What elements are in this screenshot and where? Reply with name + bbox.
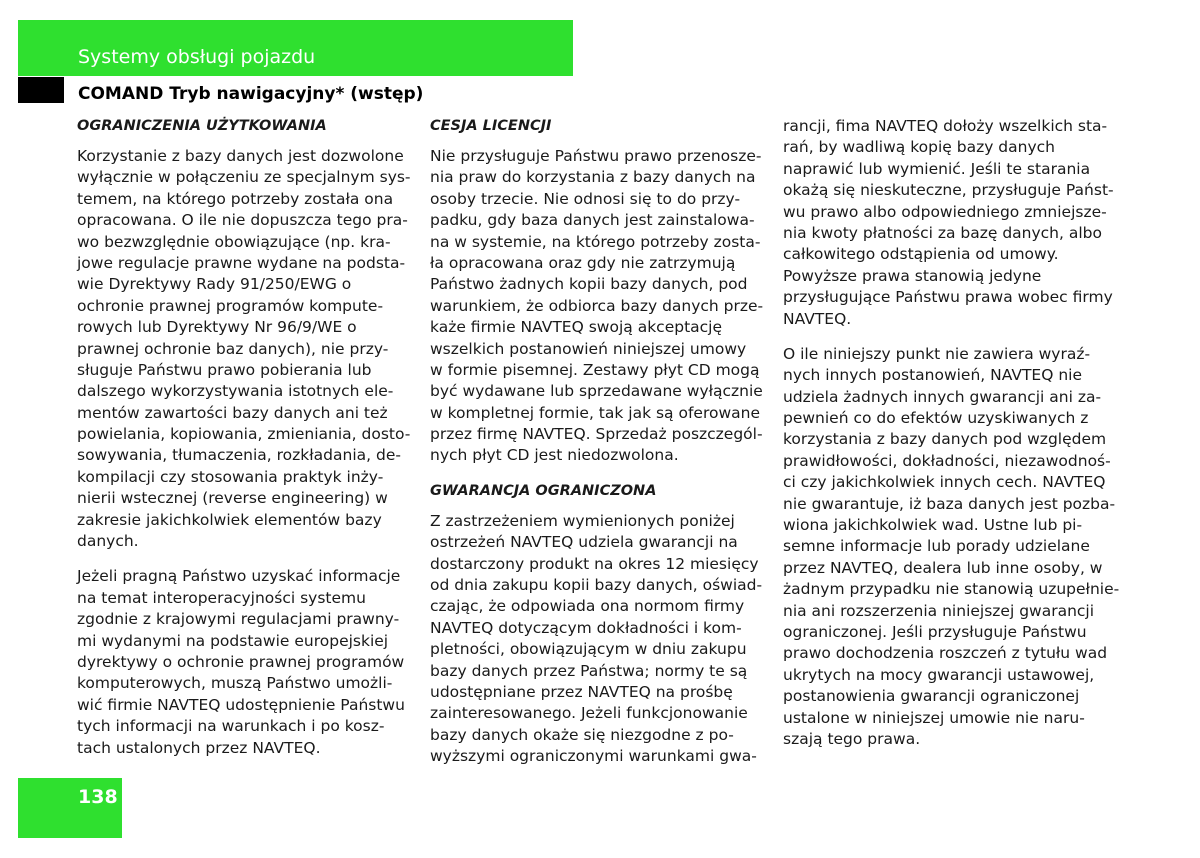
text-line: od dnia zakupu kopii bazy danych, oświad- — [430, 576, 763, 595]
text-line: warunkiem, że odbiorca bazy danych prze- — [430, 296, 764, 315]
text-line: rań, by wadliwą kopię bazy danych — [783, 138, 1055, 157]
text-line: szają tego prawa. — [783, 729, 921, 748]
paragraph — [77, 146, 417, 552]
text-line: czając, że odpowiada ona normom firmy — [430, 597, 745, 616]
text-line: ła opracowana oraz gdy nie zatrzymują — [430, 253, 736, 272]
text-line: sługuje Państwu prawo pobierania lub — [77, 360, 372, 379]
text-line: zakresie jakichkolwiek elementów bazy — [77, 510, 382, 529]
text-line: udziela żadnych innych gwarancji ani za- — [783, 387, 1102, 406]
text-line: NAVTEQ. — [783, 309, 852, 328]
paragraph — [77, 566, 417, 759]
text-line: tych informacji na warunkach i po kosz- — [77, 717, 385, 736]
text-line: wyłącznie w połączeniu ze specjalnym sys- — [77, 168, 411, 187]
section-marker-tab — [18, 77, 64, 103]
text-line: NAVTEQ dotyczącym dokładności i kom- — [430, 618, 742, 637]
paragraph — [783, 116, 1123, 330]
text-line: nia praw do korzystania z bazy danych na — [430, 168, 756, 187]
text-line: mi wydanymi na podstawie europejskiej — [77, 631, 389, 650]
text-line: udostępniane przez NAVTEQ na prośbę — [430, 682, 733, 701]
text-line: wyższymi ograniczonymi warunkami gwa- — [430, 747, 757, 766]
text-line: sowywania, tłumaczenia, rozkładania, de- — [77, 446, 401, 465]
text-line: zgodnie z krajowymi regulacjami prawny- — [77, 610, 400, 629]
heading-license-transfer: CESJA LICENCJI — [430, 118, 552, 134]
heading-usage-restrictions: OGRANICZENIA UŻYTKOWANIA — [77, 118, 327, 134]
text-line: padku, gdy baza danych jest zainstalowa- — [430, 211, 755, 230]
text-line: ustalone w niniejszej umowie nie naru- — [783, 708, 1085, 727]
text-line: O ile niniejszy punkt nie zawiera wyraź- — [783, 344, 1091, 363]
page-subtitle: COMAND Tryb nawigacyjny* (wstęp) — [78, 84, 424, 104]
text-line: ostrzeżeń NAVTEQ udziela gwarancji na — [430, 533, 738, 552]
text-line: bazy danych okaże się niezgodne z po- — [430, 725, 734, 744]
text-line: pletności, obowiązującym w dniu zakupu — [430, 640, 747, 659]
text-line: dalszego wykorzystywania istotnych ele- — [77, 382, 394, 401]
text-line: ochronie prawnej programów kompute- — [77, 296, 384, 315]
paragraph — [783, 344, 1123, 750]
text-line: wszelkich postanowień niniejszej umowy — [430, 339, 747, 358]
text-line: Powyższe prawa stanowią jedyne — [783, 266, 1042, 285]
text-column-2 — [430, 116, 770, 779]
text-line: na temat interoperacyjności systemu — [77, 588, 366, 607]
text-line: Nie przysługuje Państwu prawo przenosze- — [430, 147, 762, 165]
text-line: zainteresowanego. Jeżeli funkcjonowanie — [430, 704, 748, 723]
text-line: pewnień co do efektów uzyskiwanych z — [783, 409, 1089, 428]
text-line: w kompletnej formie, tak jak są oferowane — [430, 403, 761, 422]
text-line: komputerowych, muszą Państwo umożli- — [77, 674, 393, 693]
text-line: dostarczony produkt na okres 12 miesięcy — [430, 554, 759, 573]
text-line: w formie pisemnej. Zestawy płyt CD mogą — [430, 360, 760, 379]
text-line: dyrektywy o ochronie prawnej programów — [77, 652, 405, 671]
text-line: rowych lub Dyrektywy Nr 96/9/WE o — [77, 318, 357, 337]
text-line: postanowienia gwarancji ograniczonej — [783, 687, 1080, 706]
text-line: być wydawane lub sprzedawane wyłącznie — [430, 382, 763, 401]
text-line: nych płyt CD jest niedozwolona. — [430, 446, 679, 465]
text-line: jowe regulacje prawne wydane na podsta- — [77, 253, 406, 272]
text-line: przysługujące Państwu prawa wobec firmy — [783, 288, 1113, 307]
text-line: prawidłowości, dokładności, niezawodnoś- — [783, 451, 1111, 470]
text-line: nia ani rozszerzenia niniejszej gwarancji — [783, 601, 1095, 620]
text-line: semne informacje lub porady udzielane — [783, 537, 1090, 556]
text-line: przez firmę NAVTEQ. Sprzedaż poszczegól- — [430, 425, 763, 444]
text-line: rancji, fima NAVTEQ dołoży wszelkich sta- — [783, 117, 1108, 135]
text-line: nia kwoty płatności za bazę danych, albo — [783, 223, 1102, 242]
text-line: żadnym przypadku nie stanowią uzupełnie- — [783, 580, 1120, 599]
text-line: temem, na którego potrzeby została ona — [77, 189, 394, 208]
text-line: Korzystanie z bazy danych jest dozwolone — [77, 147, 404, 165]
text-line: korzystania z bazy danych pod względem — [783, 430, 1107, 449]
text-line: bazy danych przez Państwa; normy te są — [430, 661, 748, 680]
text-line: na w systemie, na którego potrzeby zosta- — [430, 232, 761, 251]
text-line: danych. — [77, 532, 139, 551]
heading-limited-warranty: GWARANCJA OGRANICZONA — [430, 482, 657, 499]
text-line: kompilacji czy stosowania praktyk inży- — [77, 467, 384, 486]
page-number: 138 — [78, 786, 118, 808]
text-line: całkowitego odstąpienia od umowy. — [783, 245, 1059, 264]
text-line: ukrytych na mocy gwarancji ustawowej, — [783, 665, 1095, 684]
text-line: mentów zawartości bazy danych ani też — [77, 403, 388, 422]
text-line: osoby trzecie. Nie odnosi się to do przy- — [430, 189, 741, 208]
text-line: Z zastrzeżeniem wymienionych poniżej — [430, 511, 735, 530]
text-line: nierii wstecznej (reverse engineering) w — [77, 489, 388, 508]
text-column-3 — [783, 116, 1123, 761]
text-line: ci czy jakichkolwiek innych cech. NAVTEQ — [783, 473, 1106, 492]
paragraph — [430, 146, 770, 467]
section-title: Systemy obsługi pojazdu — [78, 46, 316, 68]
text-line: nie gwarantuje, iż baza danych jest pozba- — [783, 494, 1116, 513]
text-column-1 — [77, 116, 417, 770]
text-line: wu prawo albo odpowiedniego zmniejsze- — [783, 202, 1107, 221]
text-line: ograniczonej. Jeśli przysługuje Państwu — [783, 622, 1087, 641]
text-line: prawo dochodzenia roszczeń z tytułu wad — [783, 644, 1108, 663]
paragraph — [430, 511, 770, 768]
text-line: wie Dyrektywy Rady 91/250/EWG o — [77, 275, 352, 294]
text-line: wiona jakichkolwiek wad. Ustne lub pi- — [783, 516, 1083, 535]
text-line: przez NAVTEQ, dealera lub inne osoby, w — [783, 558, 1103, 577]
text-line: powielania, kopiowania, zmieniania, dosto- — [77, 425, 411, 444]
text-line: opracowana. O ile nie dopuszcza tego pra- — [77, 211, 408, 230]
text-line: prawnej ochronie baz danych), nie przy- — [77, 339, 389, 358]
text-line: naprawić lub wymienić. Jeśli te starania — [783, 159, 1091, 178]
text-line: okażą się nieskuteczne, przysługuje Państ- — [783, 181, 1114, 200]
text-line: Państwo żadnych kopii bazy danych, pod — [430, 275, 748, 294]
text-line: tach ustalonych przez NAVTEQ. — [77, 738, 321, 757]
text-line: każe firmie NAVTEQ swoją akceptację — [430, 318, 723, 337]
text-line: nych innych postanowień, NAVTEQ nie — [783, 366, 1083, 385]
text-line: Jeżeli pragną Państwo uzyskać informacje — [77, 567, 401, 586]
text-line: wo bezwzględnie obowiązujące (np. kra- — [77, 232, 391, 251]
text-line: wić firmie NAVTEQ udostępnienie Państwu — [77, 695, 405, 714]
